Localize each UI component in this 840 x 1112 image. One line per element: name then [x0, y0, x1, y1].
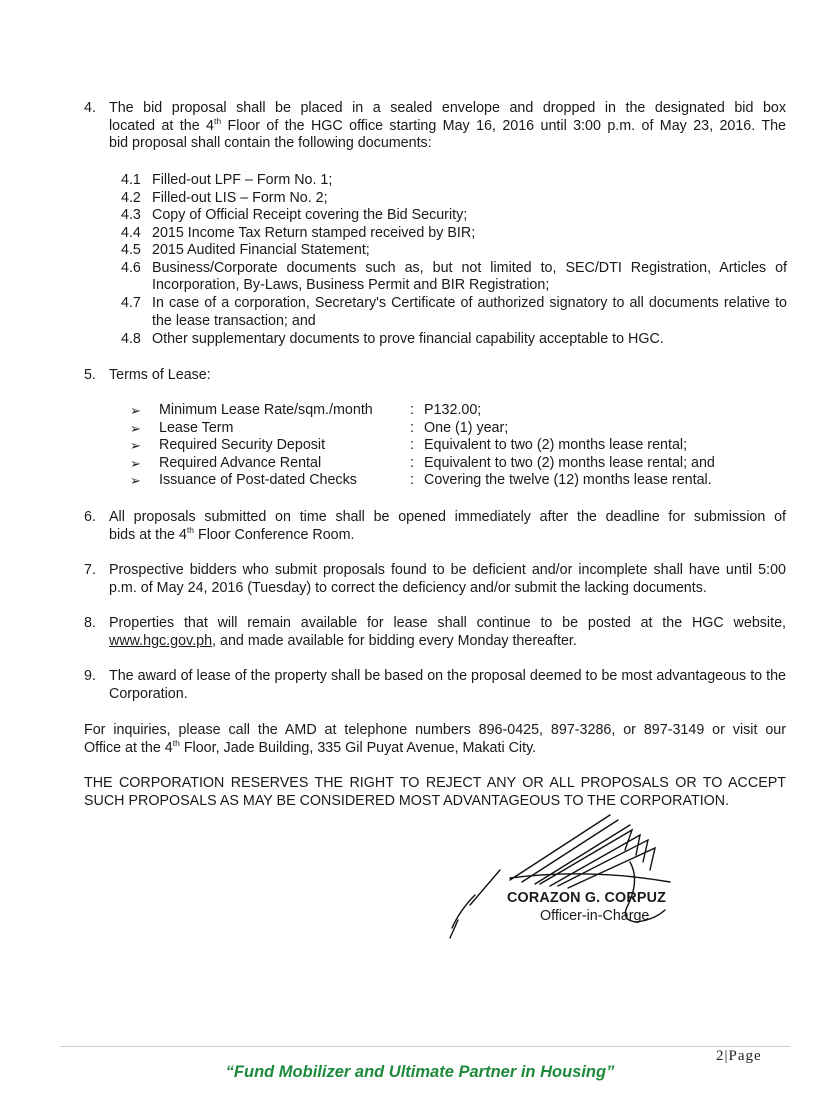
term-label: Required Advance Rental [159, 454, 322, 471]
term-row [130, 437, 750, 455]
item-4-line-1: The bid proposal shall be placed in a sealed envelope and dropped in the designated bid box [109, 100, 786, 116]
sub-item-number: 4.6 [121, 259, 141, 276]
item-4-line-2 [109, 115, 786, 136]
term-label: Issuance of Post-dated Checks [159, 472, 357, 488]
sub-item-text: Other supplementary documents to prove financial capability acceptable to HGC. [152, 330, 664, 347]
text-run: Office at the 4 [84, 739, 173, 756]
inquiries-line-2 [84, 737, 786, 758]
sub-item-number: 4.8 [121, 330, 141, 347]
term-value: Equivalent to two (2) months lease rental; and [424, 454, 715, 471]
text-run: bids at the 4 [109, 526, 187, 543]
item-number: 8. [84, 615, 96, 631]
item-4-line-3: bid proposal shall contain the following documents: [109, 135, 432, 151]
term-row [130, 472, 750, 490]
sub-item-text: 2015 Income Tax Return stamped received by BIR; [152, 224, 476, 241]
item-9-body: The award of lease of the property shall be based on the proposal deemed to be most advantageous to the Corporation. [109, 668, 786, 702]
sub-item-number: 4.1 [121, 172, 141, 188]
sub-item-text: Filled-out LPF – Form No. 1; [152, 172, 333, 188]
term-colon: : [410, 437, 414, 453]
website-link[interactable]: www.hgc.gov.ph [109, 632, 213, 649]
superscript: th [172, 737, 180, 748]
term-colon: : [410, 472, 414, 488]
inquiries-line-1: For inquiries, please call the AMD at telephone numbers 896-0425, 897-3286, or 897-3149 or visit our [84, 722, 786, 738]
sub-item-number: 4.2 [121, 189, 141, 206]
signatory-name: CORAZON G. CORPUZ [507, 890, 667, 906]
term-colon: : [410, 419, 414, 436]
item-8-line-2 [109, 633, 786, 651]
term-colon: : [410, 454, 414, 471]
item-number: 9. [84, 668, 96, 684]
item-number: 7. [84, 562, 96, 578]
item-8-body [109, 615, 786, 650]
arrow-bullet-icon: ➢ [130, 403, 141, 418]
sub-item-number: 4.3 [121, 207, 141, 223]
term-row [130, 455, 750, 473]
sub-item-number: 4.7 [121, 295, 141, 311]
arrow-bullet-icon: ➢ [130, 420, 141, 436]
text-run: located at the 4 [109, 117, 214, 134]
reservation-clause: THE CORPORATION RESERVES THE RIGHT TO REJECT ANY OR ALL PROPOSALS OR TO ACCEPT SUCH PROPOSALS AS MAY BE CONSIDERED MOST ADVANTAGEOUS TO THE CORPORATION. [84, 775, 786, 809]
term-label: Lease Term [159, 419, 234, 436]
footer-divider [60, 1046, 790, 1047]
sub-item-text: Filled-out LIS – Form No. 2; [152, 189, 328, 206]
item-6-body [109, 509, 786, 544]
term-value: Equivalent to two (2) months lease rental; [424, 437, 688, 453]
text-run: Floor, Jade Building, 335 Gil Puyat Avenue, Makati City. [179, 739, 537, 756]
term-label: Minimum Lease Rate/sqm./month [159, 402, 373, 418]
sub-item-text: In case of a corporation, Secretary's Certificate of authorized signatory to all documents relative to the lease transaction; and [152, 295, 787, 329]
item-6-line-2 [109, 524, 786, 545]
inquiries-paragraph [84, 722, 786, 757]
term-label: Required Security Deposit [159, 437, 326, 453]
arrow-bullet-icon: ➢ [130, 438, 141, 453]
arrow-bullet-icon: ➢ [130, 473, 141, 488]
sub-item-text: Copy of Official Receipt covering the Bid Security; [152, 207, 468, 223]
term-value: Covering the twelve (12) months lease rental. [424, 472, 712, 488]
arrow-bullet-icon: ➢ [130, 455, 141, 471]
page-number: 2|Page [716, 1048, 762, 1064]
superscript: th [214, 115, 222, 126]
item-number: 4. [84, 100, 96, 116]
item-number: 5. [84, 367, 96, 383]
term-row [130, 402, 750, 420]
text-run: Floor Conference Room. [194, 526, 355, 543]
signatory-title: Officer-in-Charge [540, 908, 650, 924]
item-7-body: Prospective bidders who submit proposals found to be deficient and/or incomplete shall have until 5:00 p.m. of May 24, 2016 (Tuesday) to correct the deficiency and/or submit the lacking documents. [109, 562, 786, 596]
sub-item-number: 4.4 [121, 224, 141, 241]
term-row [130, 420, 750, 438]
item-number: 6. [84, 509, 96, 525]
item-6-line-1: All proposals submitted on time shall be opened immediately after the deadline for submission of [109, 509, 786, 525]
item-4-body [109, 100, 786, 153]
footer-tagline: “Fund Mobilizer and Ultimate Partner in Housing” [225, 1063, 615, 1081]
sub-item-text: Business/Corporate documents such as, but not limited to, SEC/DTI Registration, Articles of Incorporation, By-Laws, Business Permit and BIR Registration; [152, 259, 787, 293]
text-run: , and made available for bidding every Monday thereafter. [212, 632, 577, 649]
text-run: Floor of the HGC office starting May 16, 2016 until 3:00 p.m. of May 23, 2016. The [221, 117, 786, 134]
sub-item-number: 4.5 [121, 242, 141, 258]
sub-item-text: 2015 Audited Financial Statement; [152, 242, 370, 258]
signature-scribble [440, 810, 690, 945]
term-value: P132.00; [424, 402, 482, 418]
term-value: One (1) year; [424, 419, 509, 436]
item-5-title: Terms of Lease: [109, 367, 211, 383]
superscript: th [186, 524, 194, 535]
item-8-line-1: Properties that will remain available for lease shall continue to be posted at the HGC website, [109, 615, 786, 631]
term-colon: : [410, 402, 414, 418]
